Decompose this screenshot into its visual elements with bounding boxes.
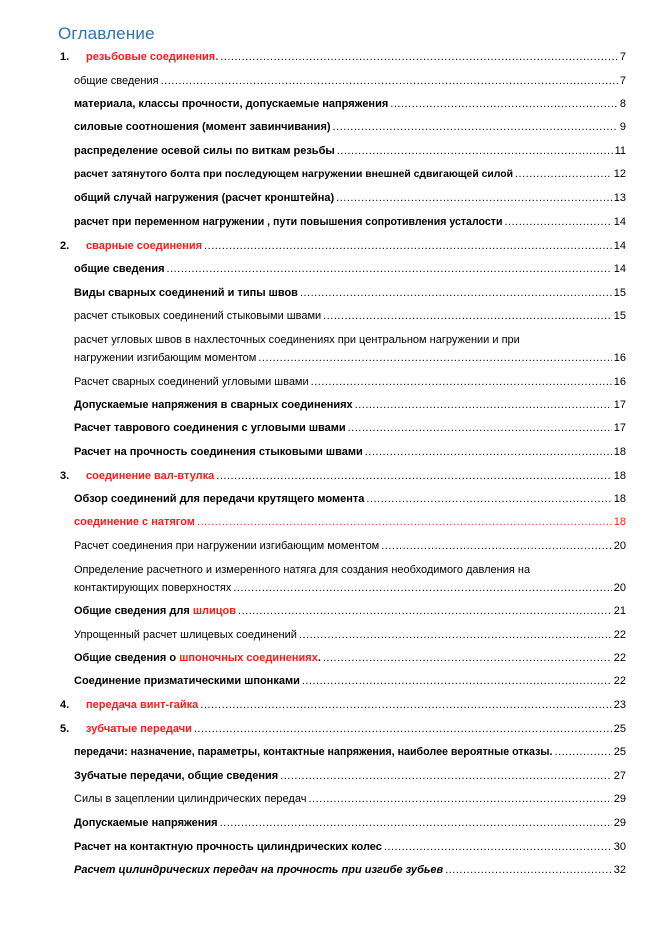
toc-entry-title: соединение с натягом — [74, 516, 195, 528]
toc-entry-title: материала, классы прочности, допускаемые напряжения — [74, 98, 389, 110]
toc-entry-title: резьбовые соединения. — [86, 51, 219, 63]
page-number: 7 — [619, 75, 626, 87]
toc-entry[interactable] — [0, 560, 666, 600]
toc-entry[interactable] — [0, 236, 666, 256]
toc-entry-title: Расчет соединения при нагружении изгибающим моментом — [74, 540, 380, 552]
toc-entry[interactable] — [0, 372, 666, 392]
dot-leader — [280, 766, 612, 786]
toc-entry[interactable] — [0, 306, 666, 326]
toc-entry[interactable] — [0, 330, 666, 370]
toc-entry-title: передачи: назначение, параметры, контактные напряжения, наиболее вероятные отказы. — [74, 746, 553, 758]
page-number: 23 — [613, 699, 626, 711]
page-number: 20 — [613, 540, 626, 552]
toc-entry-title: Расчет на контактную прочность цилиндрических колес — [74, 841, 382, 853]
page-number: 8 — [619, 98, 626, 110]
dot-leader — [365, 442, 612, 462]
toc-entry-title-highlight: шлицов — [192, 605, 237, 617]
dot-leader — [366, 489, 611, 509]
toc-entry[interactable] — [0, 395, 666, 415]
page-title: Оглавление — [58, 24, 155, 43]
toc-entry-title: соединение вал-втулка — [86, 470, 215, 482]
toc-entry[interactable] — [0, 719, 666, 739]
page-number: 27 — [613, 770, 626, 782]
section-number: 1. — [60, 51, 70, 63]
dot-leader — [515, 164, 612, 184]
page-number: 13 — [613, 192, 626, 204]
page-number: 22 — [613, 652, 626, 664]
toc-entry-title: сварные соединения — [86, 240, 203, 252]
toc-entry-title: Расчет цилиндрических передач на прочность при изгибе зубьев — [74, 864, 444, 876]
toc-entry-title-highlight: шпоночных соединениях — [179, 652, 318, 664]
page-number: 22 — [613, 675, 626, 687]
dot-leader — [390, 94, 618, 114]
dot-leader — [216, 466, 611, 486]
toc-entry[interactable] — [0, 648, 666, 668]
page-number: 16 — [613, 376, 626, 388]
dot-leader — [504, 212, 611, 232]
dot-leader — [258, 348, 611, 368]
dot-leader — [384, 837, 612, 857]
page-number: 18 — [613, 493, 626, 505]
dot-leader — [555, 742, 612, 762]
toc-entry-title-line2: контактирующих поверхностях — [74, 582, 232, 594]
page-number: 20 — [613, 582, 626, 594]
toc-entry-title: зубчатые передачи — [86, 723, 192, 735]
page-number: 29 — [613, 793, 626, 805]
toc-entry[interactable] — [0, 188, 666, 208]
section-number: 5. — [60, 723, 70, 735]
toc-entry[interactable] — [0, 164, 666, 184]
toc-entry[interactable] — [0, 141, 666, 161]
toc-entry[interactable] — [0, 601, 666, 621]
page-number: 14 — [613, 263, 626, 275]
dot-leader — [197, 512, 612, 532]
dot-leader — [167, 259, 612, 279]
dot-leader — [233, 578, 611, 598]
toc-entry[interactable] — [0, 47, 666, 67]
page-number: 12 — [613, 168, 626, 180]
page-number: 14 — [613, 240, 626, 252]
toc-entry-title: Виды сварных соединений и типы швов — [74, 287, 298, 299]
dot-leader — [445, 860, 612, 880]
page-number: 18 — [613, 516, 626, 528]
toc-entry-title: Соединение призматическими шпонками — [74, 675, 300, 687]
page-number: 18 — [613, 446, 626, 458]
toc-entry-title: расчет при переменном нагружении , пути повышения сопротивления усталости — [74, 216, 503, 228]
toc-entry[interactable] — [0, 837, 666, 857]
dot-leader — [161, 71, 618, 91]
toc-entry[interactable] — [0, 94, 666, 114]
dot-leader — [333, 117, 618, 137]
toc-entry-title-line2: нагружении изгибающим моментом — [74, 352, 257, 364]
toc-entry-title: Расчет на прочность соединения стыковыми швами — [74, 446, 363, 458]
toc-entry-title-line1: Определение расчетного и измеренного натяга для создания необходимого давления на — [74, 564, 531, 576]
page-number: 16 — [613, 352, 626, 364]
toc-entry-title: расчет затянутого болта при последующем нагружении внешней сдвигающей силой — [74, 169, 513, 180]
toc-entry[interactable] — [0, 512, 666, 532]
dot-leader — [200, 695, 611, 715]
page-number: 14 — [613, 216, 626, 228]
dot-leader — [355, 395, 612, 415]
toc-entry-title: Силы в зацеплении цилиндрических передач — [74, 793, 307, 805]
toc-entry[interactable] — [0, 625, 666, 645]
toc-entry[interactable] — [0, 442, 666, 462]
page-number: 32 — [613, 864, 626, 876]
section-number: 2. — [60, 240, 70, 252]
page-number: 29 — [613, 817, 626, 829]
dot-leader — [311, 372, 612, 392]
toc-entry-title: Допускаемые напряжения — [74, 817, 218, 829]
dot-leader — [302, 671, 612, 691]
dot-leader — [299, 625, 612, 645]
toc-entry-title: распределение осевой силы по виткам резьбы — [74, 145, 335, 157]
dot-leader — [308, 789, 611, 809]
toc-entry-title: Обзор соединений для передачи крутящего момента — [74, 493, 365, 505]
page-number: 17 — [613, 399, 626, 411]
dot-leader — [348, 418, 612, 438]
dot-leader — [336, 188, 612, 208]
toc-entry-title: Зубчатые передачи, общие сведения — [74, 770, 279, 782]
toc-entry-title-line1: расчет угловых швов в нахлесточных соединениях при центральном нагружении и при — [74, 334, 520, 346]
toc-entry[interactable] — [0, 283, 666, 303]
page-number: 17 — [613, 422, 626, 434]
toc-entry-title: расчет стыковых соединений стыковыми швами — [74, 310, 322, 322]
toc-entry[interactable] — [0, 212, 666, 232]
section-number: 4. — [60, 699, 70, 711]
toc-entry-title-part: Общие сведения для — [74, 605, 193, 617]
page-number: 25 — [613, 723, 626, 735]
toc-entry-title: Допускаемые напряжения в сварных соединениях — [74, 399, 353, 411]
page-number: 15 — [613, 310, 626, 322]
toc-entry-title: Расчет таврового соединения с угловыми швами — [74, 422, 346, 434]
toc-entry[interactable] — [0, 813, 666, 833]
toc-entry[interactable] — [0, 671, 666, 691]
dot-leader — [337, 141, 613, 161]
dot-leader — [238, 601, 612, 621]
page-number: 7 — [619, 51, 626, 63]
toc-entry[interactable] — [0, 695, 666, 715]
page-number: 25 — [613, 746, 626, 758]
page-number: 15 — [613, 287, 626, 299]
page-number: 21 — [613, 605, 626, 617]
toc-entry[interactable] — [0, 259, 666, 279]
section-number: 3. — [60, 470, 70, 482]
page-number: 18 — [613, 470, 626, 482]
toc-entry-title: общие сведения — [74, 263, 165, 275]
toc-entry[interactable] — [0, 489, 666, 509]
toc-entry[interactable] — [0, 466, 666, 486]
toc-entry[interactable] — [0, 117, 666, 137]
dot-leader — [220, 813, 612, 833]
page-number: 9 — [619, 121, 626, 133]
toc-entry-title: Упрощенный расчет шлицевых соединений — [74, 629, 297, 641]
toc-entry[interactable] — [0, 536, 666, 556]
page-number: 11 — [614, 145, 626, 157]
page-number: 30 — [613, 841, 626, 853]
dot-leader — [323, 306, 612, 326]
page-number: 22 — [613, 629, 626, 641]
dot-leader — [300, 283, 612, 303]
toc-entry[interactable] — [0, 418, 666, 438]
toc-entry[interactable] — [0, 71, 666, 91]
toc-entry-title — [74, 648, 321, 668]
toc-entry[interactable] — [0, 789, 666, 809]
dot-leader — [194, 719, 612, 739]
toc-entry-title-part: . — [317, 652, 321, 664]
toc-entry-title: Расчет сварных соединений угловыми швами — [74, 376, 309, 388]
toc-entry-title: силовые соотношения (момент завинчивания) — [74, 121, 331, 133]
toc-entry-title: передача винт-гайка — [86, 699, 199, 711]
toc-entry[interactable] — [0, 860, 666, 880]
toc-entry-title — [74, 601, 236, 621]
dot-leader — [381, 536, 612, 556]
toc-entry-title-part: Общие сведения о — [74, 652, 180, 664]
dot-leader — [220, 47, 618, 67]
toc-entry[interactable] — [0, 742, 666, 762]
toc-entry-title: общий случай нагружения (расчет кронштейна) — [74, 192, 335, 204]
dot-leader — [204, 236, 612, 256]
toc-entry-title: общие сведения — [74, 75, 159, 87]
dot-leader — [323, 648, 612, 668]
toc-entry[interactable] — [0, 766, 666, 786]
